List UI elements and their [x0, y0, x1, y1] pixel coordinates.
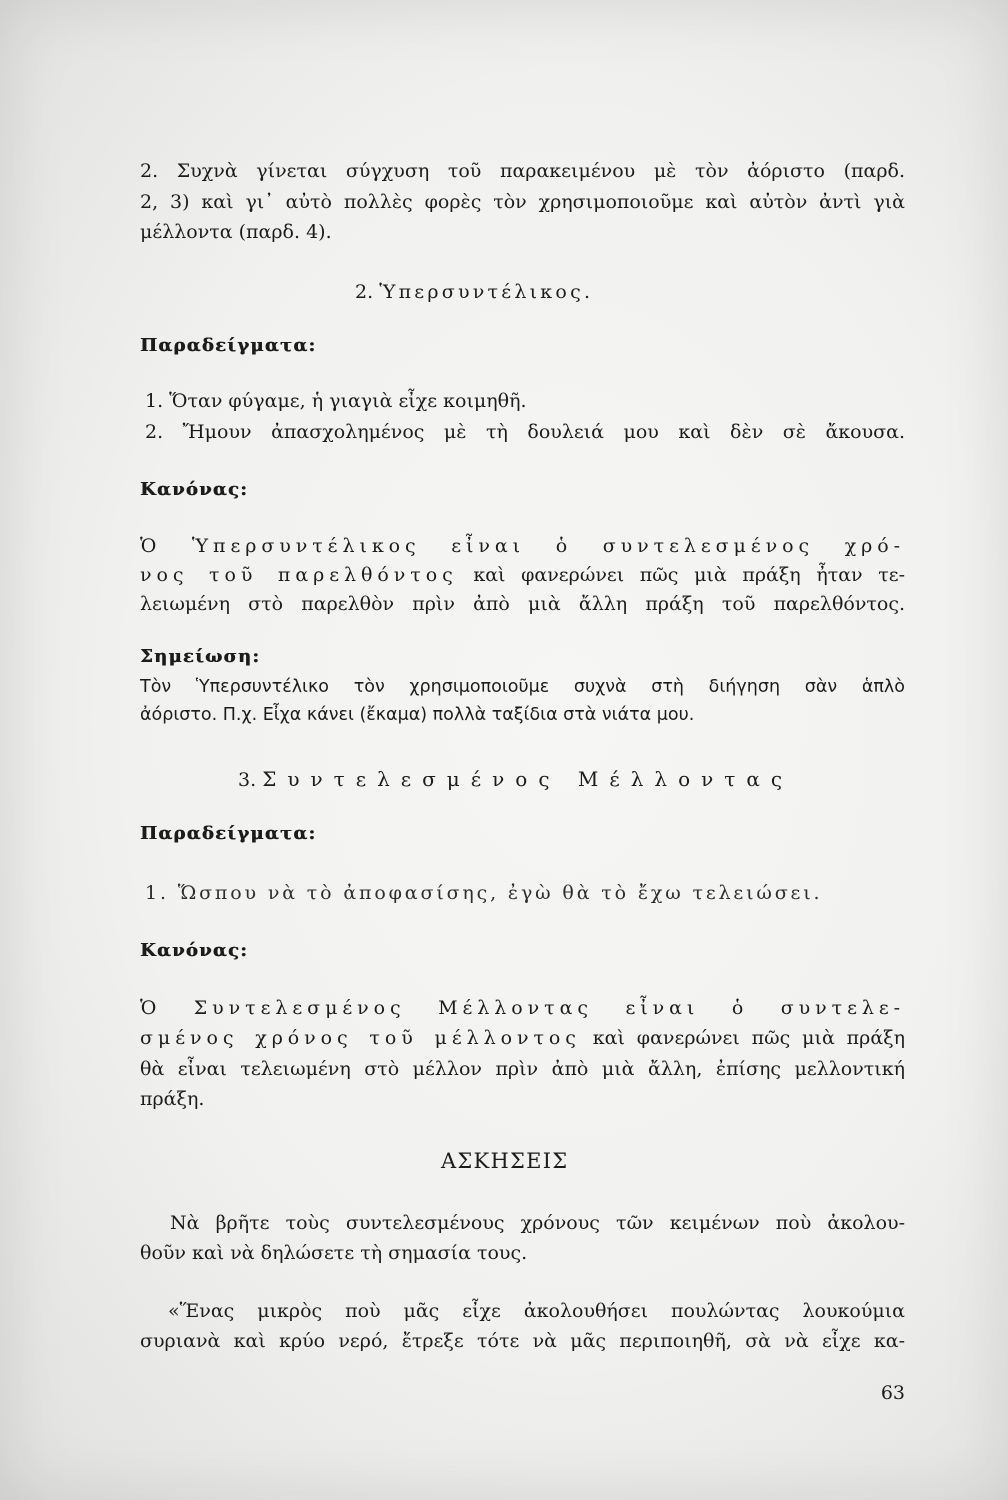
rule-line-3: θὰ εἶναι τελειωμένη στὸ μέλλον πρὶν ἀπὸ μιὰ ἄλλη, ἐπίσης μελλοντική: [140, 1058, 905, 1080]
heading-title: Ὑπερσυντέλικος.: [379, 281, 594, 303]
instruction-line-2: θοῦν καὶ νὰ δηλώσετε τὴ σημασία τους.: [140, 1242, 528, 1264]
note-line-1: Τὸν Ὑπερσυντέλικο τὸν χρησιμοποιοῦμε συχνὰ στὴ διήγηση σὰν ἁπλὸ: [140, 677, 905, 697]
rule-line-3: λειωμένη στὸ παρελθὸν πρὶν ἀπὸ μιὰ ἄλλη πράξη τοῦ παρελθόντος.: [140, 593, 905, 615]
example-line-1: 1. Ὥσπου νὰ τὸ ἀποφασίσης, ἐγὼ θὰ τὸ ἔχω τελειώσει.: [145, 882, 823, 904]
instruction-line-1: Νὰ βρῆτε τοὺς συντελεσμένους χρόνους τῶν κειμένων ποὺ ἀκολου-: [170, 1212, 905, 1234]
rule-line-1: Ὁ Ὑπερσυντέλικος εἶναι ὁ συντελεσμένος χρό-: [140, 535, 905, 557]
intro-line-2: 2, 3) καὶ γι᾿ αὐτὸ πολλὲς φορὲς τὸν χρησιμοποιοῦμε καὶ αὐτὸν ἀντὶ γιὰ: [140, 191, 905, 213]
example-line-2: 2. Ἤμουν ἀπασχολημένος μὲ τὴ δουλειά μου καὶ δὲν σὲ ἄκουσα.: [145, 421, 905, 443]
rule-line-2-spaced: νος τοῦ παρελθόντος: [140, 564, 458, 586]
example-line-1: 1. Ὅταν φύγαμε, ἡ γιαγιὰ εἶχε κοιμηθῆ.: [145, 390, 527, 412]
examples-label: Παραδείγματα:: [140, 335, 317, 356]
heading-number: 3.: [238, 769, 257, 791]
page-number: 63: [880, 1382, 905, 1404]
rule-line-2-rest: καὶ φανερώνει πῶς μιὰ πράξη: [592, 1027, 906, 1049]
heading-number: 2.: [355, 281, 374, 303]
exercise-text-line-2: συριανὰ καὶ κρύο νερό, ἔτρεξε τότε νὰ μᾶς περιποιηθῆ, σὰ νὰ εἶχε κα-: [140, 1330, 905, 1352]
heading-title: Συντελεσμένος Μέλλοντας: [262, 767, 794, 791]
rule-line-4: πράξη.: [140, 1088, 205, 1110]
rule-label: Κανόνας:: [140, 479, 249, 500]
rule-line-2-spaced: σμένος χρόνος τοῦ μέλλοντος: [140, 1027, 581, 1049]
exercises-heading: ΑΣΚΗΣΕΙΣ: [441, 1149, 569, 1173]
section-heading: [355, 279, 593, 305]
rule-line-2: [140, 562, 905, 588]
rule-line-2: [140, 1025, 905, 1051]
note-label: Σημείωση:: [140, 646, 261, 667]
rule-line-2-rest: καὶ φανερώνει πῶς μιὰ πράξη ἦταν τε-: [473, 564, 906, 586]
exercise-text-line-1: «Ἕνας μικρὸς ποὺ μᾶς εἶχε ἀκολουθήσει πουλώντας λουκούμια: [168, 1300, 905, 1322]
rule-label: Κανόνας:: [140, 940, 249, 961]
section-heading: [238, 766, 793, 792]
intro-line-3: μέλλοντα (παρδ. 4).: [140, 221, 332, 243]
note-line-2: ἀόριστο. Π.χ. Εἶχα κάνει (ἔκαμα) πολλὰ ταξίδια στὰ νιάτα μου.: [140, 705, 695, 725]
rule-line-1: Ὁ Συντελεσμένος Μέλλοντας εἶναι ὁ συντελε-: [140, 997, 905, 1019]
examples-label: Παραδείγματα:: [140, 823, 317, 844]
intro-line-1: 2. Συχνὰ γίνεται σύγχυση τοῦ παρακειμένου μὲ τὸν ἀόριστο (παρδ.: [140, 160, 905, 182]
